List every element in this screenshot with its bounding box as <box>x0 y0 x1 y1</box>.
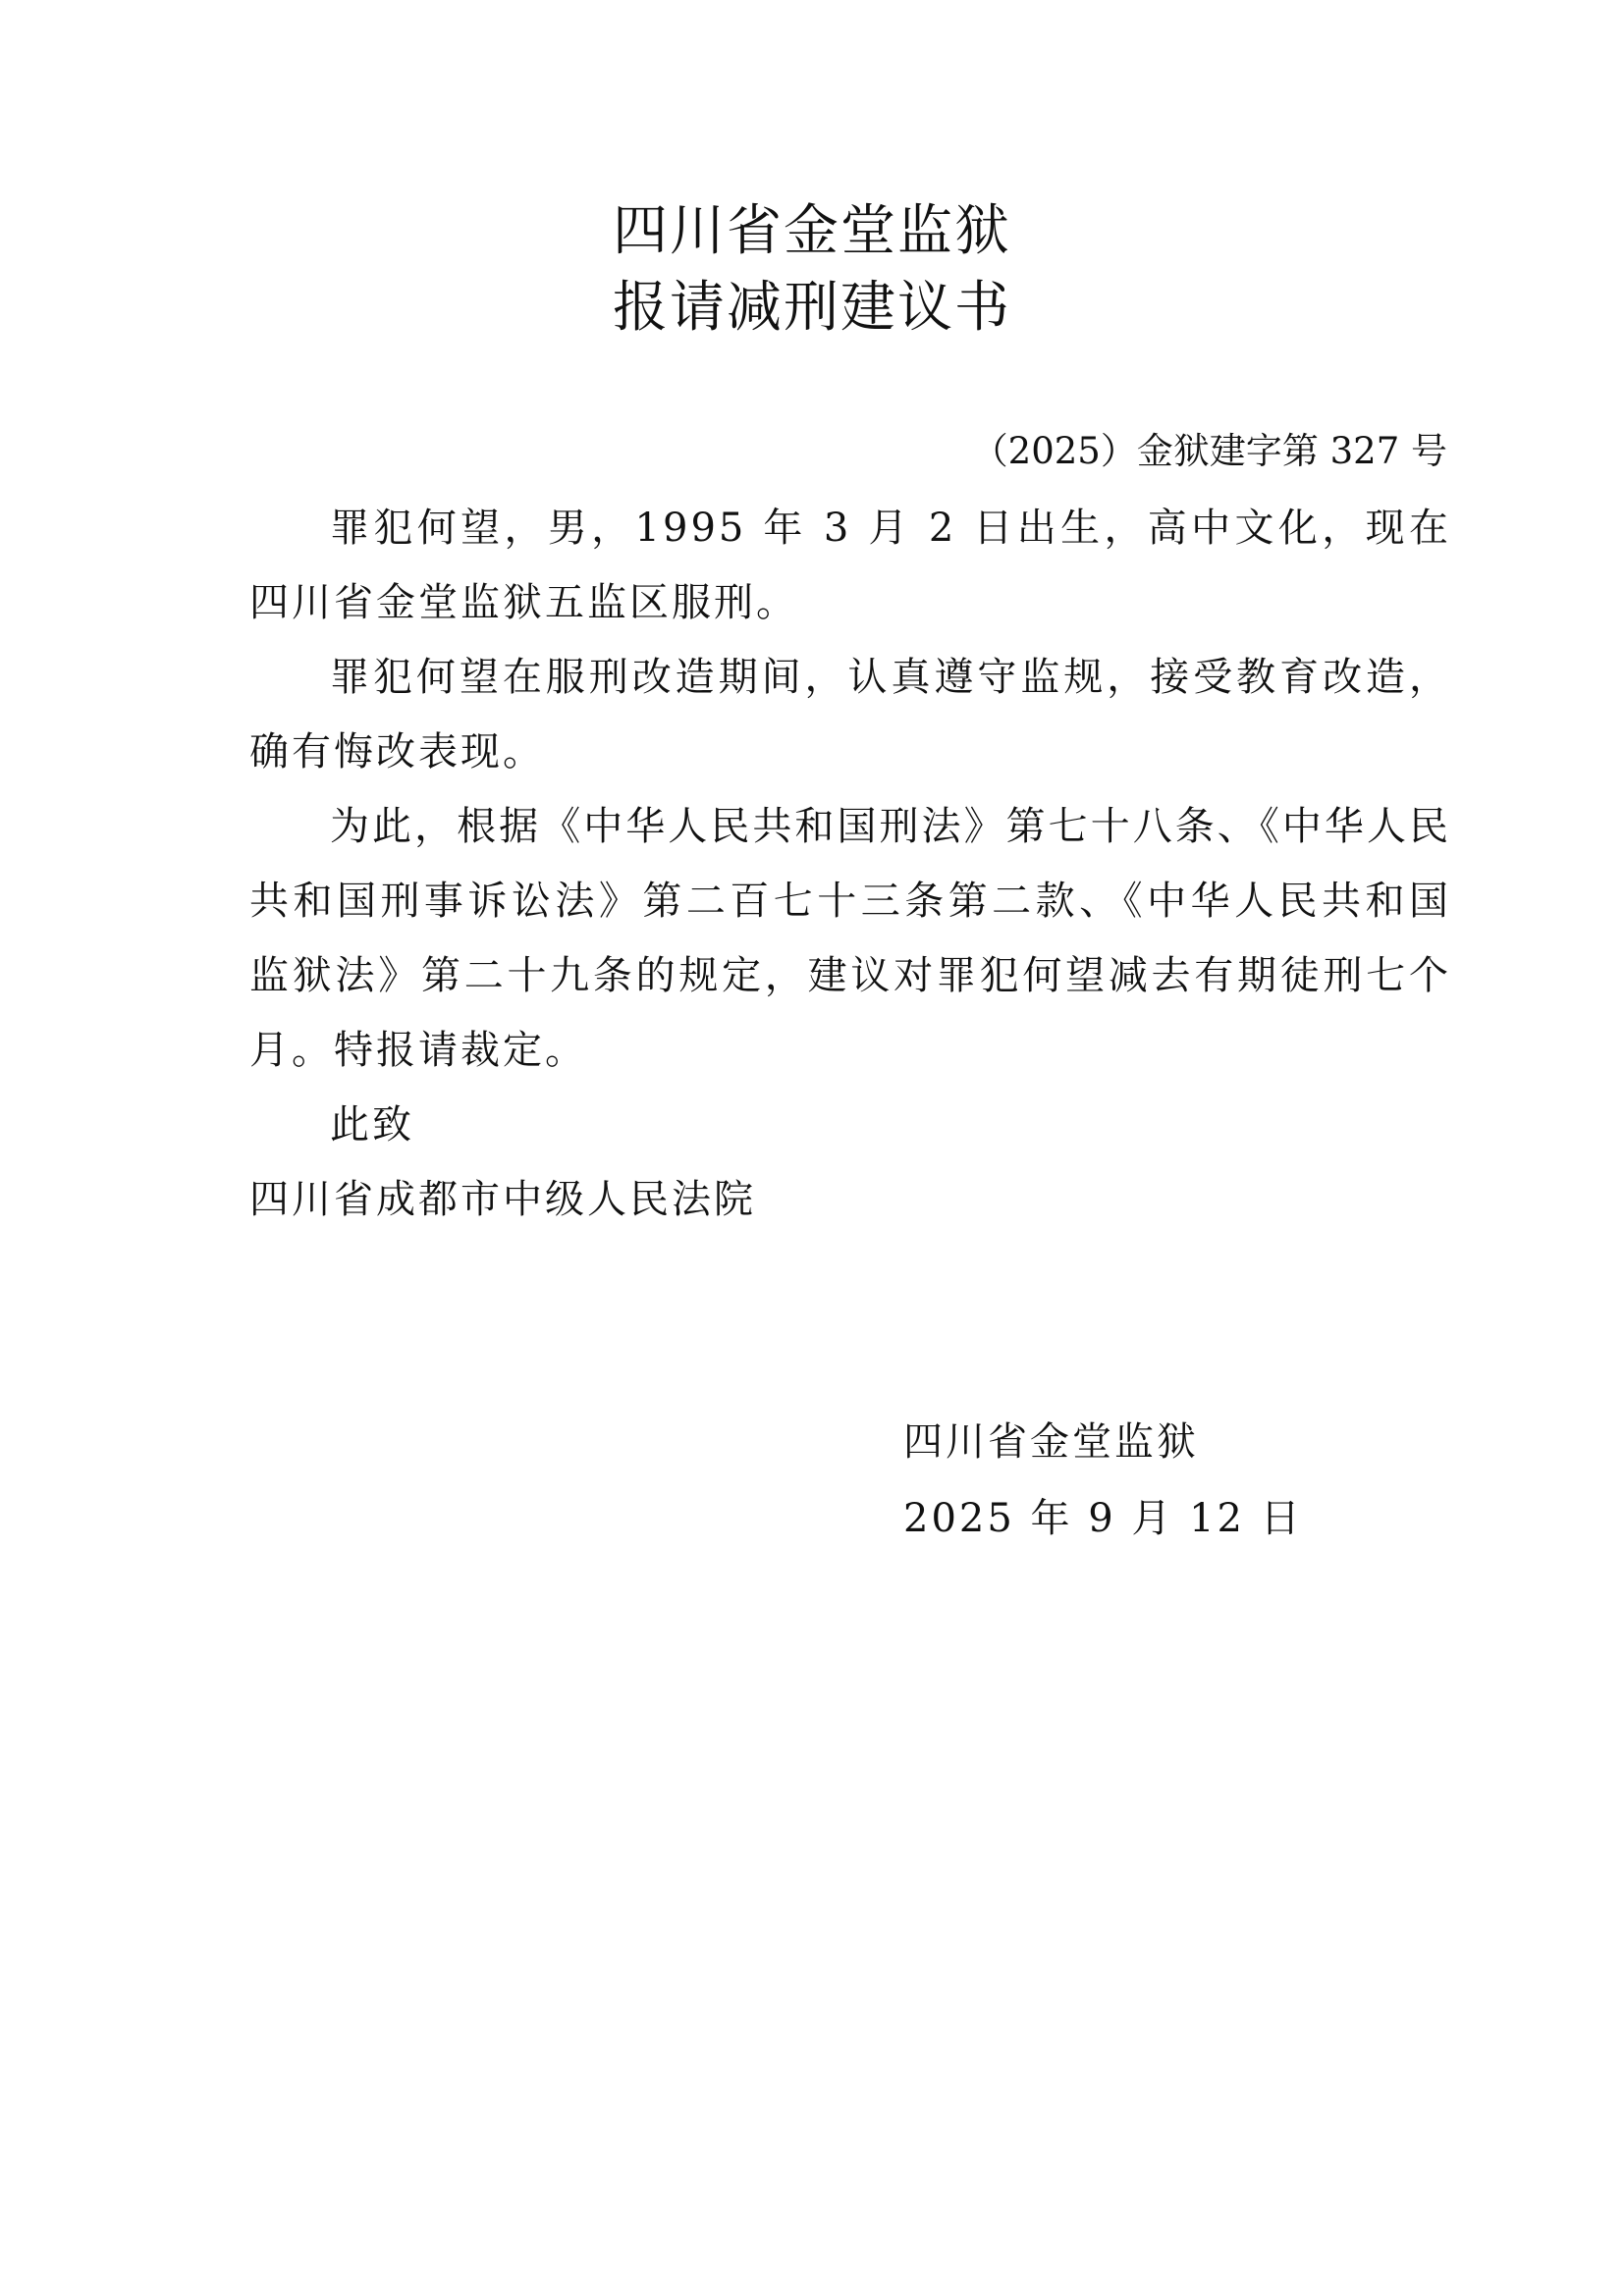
document-title-line2: 报请减刑建议书 <box>613 276 1011 340</box>
addressee: 四川省成都市中级人民法院 <box>249 1177 756 1222</box>
paragraph-salutation: 此致 <box>330 1102 414 1148</box>
document-title-line1: 四川省金堂监狱 <box>613 199 1011 263</box>
paragraph-inmate-info: 罪犯何望，男，1995 年 3 月 2 日出生，高中文化，现在四川省金堂监狱五监区服刑。 <box>249 506 1451 625</box>
signature-date: 2025 年 9 月 12 日 <box>903 1496 1303 1541</box>
document-body <box>249 491 1451 1237</box>
signature-block <box>903 1404 1303 1557</box>
paragraph-legal-basis: 为此，根据《中华人民共和国刑法》第七十八条、《中华人民共和国刑事诉讼法》第二百七十三条第二款、《中华人民共和国监狱法》第二十九条的规定，建议对罪犯何望减去有期徒刑七个月。特报请裁定。 <box>249 804 1451 1073</box>
document-number: （2025）金狱建字第 327 号 <box>971 430 1447 472</box>
paragraph-conduct: 罪犯何望在服刑改造期间，认真遵守监规，接受教育改造，确有悔改表现。 <box>249 655 1451 774</box>
signature-organization: 四川省金堂监狱 <box>903 1419 1199 1465</box>
